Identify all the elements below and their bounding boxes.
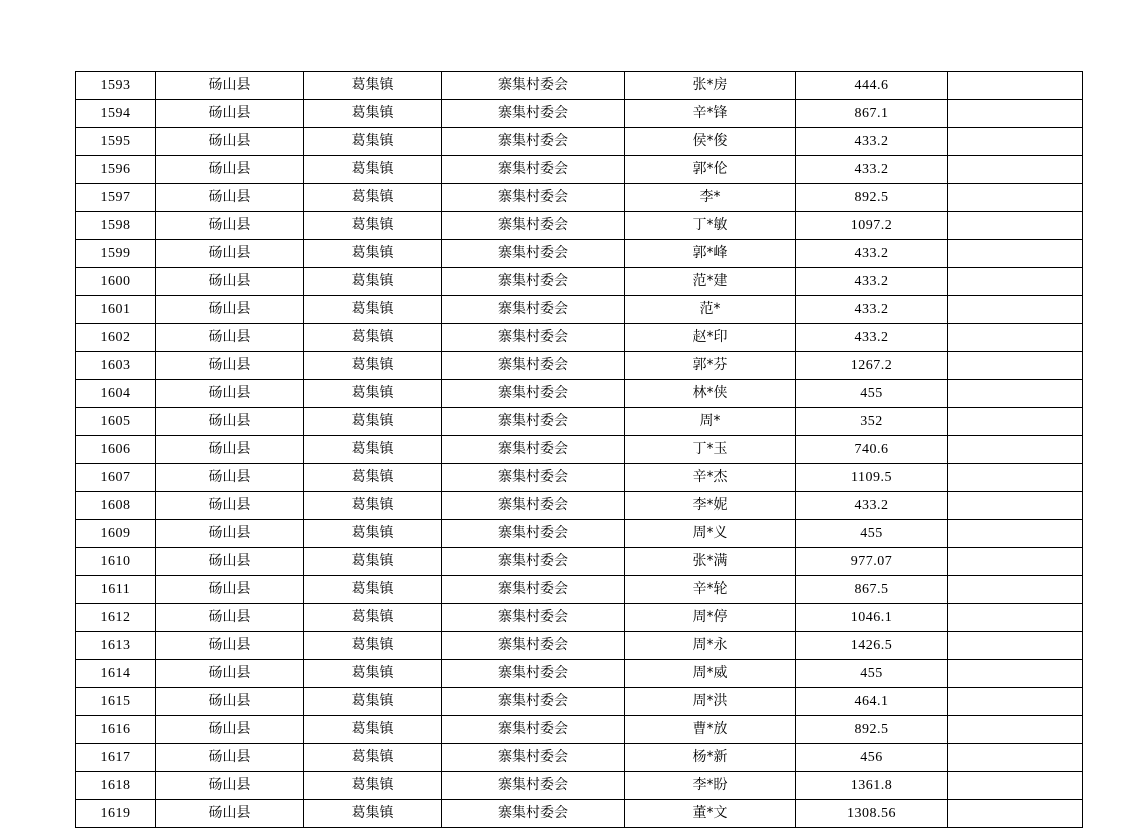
cell-blank — [948, 716, 1083, 744]
cell-name: 辛*轮 — [625, 576, 796, 604]
cell-name: 丁*敏 — [625, 212, 796, 240]
cell-sequence: 1604 — [76, 380, 156, 408]
cell-amount: 444.6 — [796, 72, 948, 100]
cell-county: 砀山县 — [156, 380, 304, 408]
cell-village: 寨集村委会 — [442, 324, 625, 352]
cell-blank — [948, 212, 1083, 240]
cell-village: 寨集村委会 — [442, 772, 625, 800]
cell-town: 葛集镇 — [304, 324, 442, 352]
cell-blank — [948, 772, 1083, 800]
cell-county: 砀山县 — [156, 296, 304, 324]
cell-town: 葛集镇 — [304, 688, 442, 716]
cell-amount: 867.5 — [796, 576, 948, 604]
cell-name: 李*妮 — [625, 492, 796, 520]
cell-blank — [948, 128, 1083, 156]
cell-name: 范* — [625, 296, 796, 324]
table-row — [76, 436, 1083, 464]
cell-town: 葛集镇 — [304, 632, 442, 660]
cell-blank — [948, 576, 1083, 604]
cell-county: 砀山县 — [156, 100, 304, 128]
cell-name: 李* — [625, 184, 796, 212]
cell-sequence: 1598 — [76, 212, 156, 240]
table-row — [76, 576, 1083, 604]
cell-county: 砀山县 — [156, 632, 304, 660]
cell-sequence: 1615 — [76, 688, 156, 716]
cell-name: 曹*放 — [625, 716, 796, 744]
cell-county: 砀山县 — [156, 268, 304, 296]
cell-name: 杨*新 — [625, 744, 796, 772]
cell-county: 砀山县 — [156, 184, 304, 212]
cell-sequence: 1602 — [76, 324, 156, 352]
cell-amount: 433.2 — [796, 240, 948, 268]
table-container — [75, 71, 1047, 828]
cell-name: 辛*杰 — [625, 464, 796, 492]
cell-amount: 1267.2 — [796, 352, 948, 380]
cell-name: 李*盼 — [625, 772, 796, 800]
cell-town: 葛集镇 — [304, 604, 442, 632]
table-row — [76, 632, 1083, 660]
cell-amount: 433.2 — [796, 156, 948, 184]
cell-sequence: 1608 — [76, 492, 156, 520]
cell-village: 寨集村委会 — [442, 520, 625, 548]
cell-village: 寨集村委会 — [442, 604, 625, 632]
cell-town: 葛集镇 — [304, 772, 442, 800]
cell-county: 砀山县 — [156, 212, 304, 240]
cell-village: 寨集村委会 — [442, 408, 625, 436]
cell-sequence: 1611 — [76, 576, 156, 604]
cell-amount: 464.1 — [796, 688, 948, 716]
cell-blank — [948, 100, 1083, 128]
cell-town: 葛集镇 — [304, 212, 442, 240]
cell-village: 寨集村委会 — [442, 800, 625, 828]
cell-town: 葛集镇 — [304, 548, 442, 576]
cell-name: 张*房 — [625, 72, 796, 100]
cell-amount: 977.07 — [796, 548, 948, 576]
cell-blank — [948, 268, 1083, 296]
cell-village: 寨集村委会 — [442, 464, 625, 492]
table-row — [76, 212, 1083, 240]
cell-sequence: 1618 — [76, 772, 156, 800]
cell-village: 寨集村委会 — [442, 576, 625, 604]
table-row — [76, 100, 1083, 128]
cell-sequence: 1594 — [76, 100, 156, 128]
cell-town: 葛集镇 — [304, 492, 442, 520]
cell-amount: 433.2 — [796, 296, 948, 324]
cell-town: 葛集镇 — [304, 72, 442, 100]
table-row — [76, 464, 1083, 492]
cell-name: 周*义 — [625, 520, 796, 548]
cell-sequence: 1613 — [76, 632, 156, 660]
cell-amount: 433.2 — [796, 128, 948, 156]
cell-name: 周*停 — [625, 604, 796, 632]
cell-sequence: 1601 — [76, 296, 156, 324]
cell-amount: 892.5 — [796, 184, 948, 212]
cell-county: 砀山县 — [156, 436, 304, 464]
table-row — [76, 744, 1083, 772]
cell-sequence: 1599 — [76, 240, 156, 268]
cell-amount: 1109.5 — [796, 464, 948, 492]
table-row — [76, 800, 1083, 828]
cell-amount: 352 — [796, 408, 948, 436]
cell-blank — [948, 380, 1083, 408]
cell-town: 葛集镇 — [304, 128, 442, 156]
cell-village: 寨集村委会 — [442, 268, 625, 296]
cell-amount: 455 — [796, 520, 948, 548]
table-row — [76, 492, 1083, 520]
cell-blank — [948, 156, 1083, 184]
cell-blank — [948, 520, 1083, 548]
cell-sequence: 1616 — [76, 716, 156, 744]
cell-blank — [948, 800, 1083, 828]
cell-amount: 433.2 — [796, 268, 948, 296]
cell-sequence: 1597 — [76, 184, 156, 212]
cell-sequence: 1595 — [76, 128, 156, 156]
cell-village: 寨集村委会 — [442, 548, 625, 576]
cell-blank — [948, 436, 1083, 464]
cell-town: 葛集镇 — [304, 296, 442, 324]
cell-village: 寨集村委会 — [442, 380, 625, 408]
cell-county: 砀山县 — [156, 408, 304, 436]
cell-county: 砀山县 — [156, 240, 304, 268]
cell-county: 砀山县 — [156, 352, 304, 380]
cell-village: 寨集村委会 — [442, 156, 625, 184]
cell-town: 葛集镇 — [304, 436, 442, 464]
cell-sequence: 1603 — [76, 352, 156, 380]
cell-blank — [948, 324, 1083, 352]
table-row — [76, 520, 1083, 548]
cell-village: 寨集村委会 — [442, 688, 625, 716]
table-row — [76, 128, 1083, 156]
cell-name: 周*永 — [625, 632, 796, 660]
cell-amount: 455 — [796, 660, 948, 688]
cell-county: 砀山县 — [156, 688, 304, 716]
cell-village: 寨集村委会 — [442, 128, 625, 156]
table-row — [76, 72, 1083, 100]
cell-sequence: 1593 — [76, 72, 156, 100]
cell-name: 周*威 — [625, 660, 796, 688]
cell-county: 砀山县 — [156, 324, 304, 352]
cell-blank — [948, 296, 1083, 324]
cell-blank — [948, 604, 1083, 632]
cell-blank — [948, 464, 1083, 492]
cell-blank — [948, 660, 1083, 688]
cell-name: 郭*伦 — [625, 156, 796, 184]
cell-name: 丁*玉 — [625, 436, 796, 464]
cell-county: 砀山县 — [156, 716, 304, 744]
cell-blank — [948, 184, 1083, 212]
cell-name: 郭*峰 — [625, 240, 796, 268]
cell-sequence: 1610 — [76, 548, 156, 576]
cell-village: 寨集村委会 — [442, 660, 625, 688]
cell-amount: 456 — [796, 744, 948, 772]
cell-sequence: 1614 — [76, 660, 156, 688]
cell-village: 寨集村委会 — [442, 436, 625, 464]
table-row — [76, 184, 1083, 212]
cell-town: 葛集镇 — [304, 352, 442, 380]
cell-village: 寨集村委会 — [442, 212, 625, 240]
cell-blank — [948, 240, 1083, 268]
cell-county: 砀山县 — [156, 492, 304, 520]
cell-amount: 1361.8 — [796, 772, 948, 800]
cell-county: 砀山县 — [156, 604, 304, 632]
cell-county: 砀山县 — [156, 72, 304, 100]
cell-county: 砀山县 — [156, 744, 304, 772]
cell-sequence: 1612 — [76, 604, 156, 632]
cell-town: 葛集镇 — [304, 380, 442, 408]
table-row — [76, 604, 1083, 632]
table-body — [76, 72, 1083, 828]
cell-amount: 433.2 — [796, 492, 948, 520]
cell-sequence: 1607 — [76, 464, 156, 492]
table-row — [76, 352, 1083, 380]
cell-sequence: 1609 — [76, 520, 156, 548]
table-row — [76, 688, 1083, 716]
cell-village: 寨集村委会 — [442, 744, 625, 772]
table-row — [76, 772, 1083, 800]
cell-blank — [948, 408, 1083, 436]
table-row — [76, 156, 1083, 184]
cell-amount: 1046.1 — [796, 604, 948, 632]
cell-village: 寨集村委会 — [442, 716, 625, 744]
cell-sequence: 1600 — [76, 268, 156, 296]
cell-amount: 740.6 — [796, 436, 948, 464]
cell-name: 周* — [625, 408, 796, 436]
cell-sequence: 1596 — [76, 156, 156, 184]
cell-name: 郭*芬 — [625, 352, 796, 380]
cell-amount: 455 — [796, 380, 948, 408]
cell-sequence: 1606 — [76, 436, 156, 464]
cell-town: 葛集镇 — [304, 184, 442, 212]
cell-amount: 1308.56 — [796, 800, 948, 828]
cell-town: 葛集镇 — [304, 716, 442, 744]
cell-county: 砀山县 — [156, 464, 304, 492]
cell-town: 葛集镇 — [304, 156, 442, 184]
table-row — [76, 296, 1083, 324]
cell-county: 砀山县 — [156, 660, 304, 688]
cell-amount: 1097.2 — [796, 212, 948, 240]
cell-town: 葛集镇 — [304, 100, 442, 128]
cell-village: 寨集村委会 — [442, 296, 625, 324]
cell-town: 葛集镇 — [304, 744, 442, 772]
cell-name: 范*建 — [625, 268, 796, 296]
cell-town: 葛集镇 — [304, 800, 442, 828]
cell-sequence: 1619 — [76, 800, 156, 828]
cell-town: 葛集镇 — [304, 520, 442, 548]
cell-name: 周*洪 — [625, 688, 796, 716]
cell-blank — [948, 688, 1083, 716]
table-row — [76, 268, 1083, 296]
cell-town: 葛集镇 — [304, 240, 442, 268]
table-row — [76, 548, 1083, 576]
cell-village: 寨集村委会 — [442, 72, 625, 100]
cell-name: 张*满 — [625, 548, 796, 576]
cell-county: 砀山县 — [156, 548, 304, 576]
cell-amount: 1426.5 — [796, 632, 948, 660]
table-row — [76, 324, 1083, 352]
cell-county: 砀山县 — [156, 520, 304, 548]
cell-name: 侯*俊 — [625, 128, 796, 156]
cell-blank — [948, 492, 1083, 520]
cell-county: 砀山县 — [156, 800, 304, 828]
cell-blank — [948, 744, 1083, 772]
table-row — [76, 660, 1083, 688]
cell-blank — [948, 548, 1083, 576]
cell-town: 葛集镇 — [304, 660, 442, 688]
cell-name: 林*侠 — [625, 380, 796, 408]
cell-county: 砀山县 — [156, 156, 304, 184]
cell-town: 葛集镇 — [304, 408, 442, 436]
subsidy-table — [75, 71, 1083, 828]
table-row — [76, 408, 1083, 436]
table-row — [76, 240, 1083, 268]
cell-village: 寨集村委会 — [442, 240, 625, 268]
table-row — [76, 380, 1083, 408]
cell-blank — [948, 352, 1083, 380]
cell-sequence: 1605 — [76, 408, 156, 436]
cell-amount: 433.2 — [796, 324, 948, 352]
table-row — [76, 716, 1083, 744]
cell-sequence: 1617 — [76, 744, 156, 772]
cell-town: 葛集镇 — [304, 268, 442, 296]
cell-amount: 867.1 — [796, 100, 948, 128]
cell-blank — [948, 632, 1083, 660]
cell-town: 葛集镇 — [304, 464, 442, 492]
cell-village: 寨集村委会 — [442, 100, 625, 128]
cell-town: 葛集镇 — [304, 576, 442, 604]
cell-county: 砀山县 — [156, 576, 304, 604]
cell-name: 辛*锋 — [625, 100, 796, 128]
cell-county: 砀山县 — [156, 128, 304, 156]
cell-village: 寨集村委会 — [442, 184, 625, 212]
cell-county: 砀山县 — [156, 772, 304, 800]
cell-name: 董*文 — [625, 800, 796, 828]
cell-village: 寨集村委会 — [442, 352, 625, 380]
cell-village: 寨集村委会 — [442, 632, 625, 660]
cell-blank — [948, 72, 1083, 100]
cell-amount: 892.5 — [796, 716, 948, 744]
cell-village: 寨集村委会 — [442, 492, 625, 520]
cell-name: 赵*印 — [625, 324, 796, 352]
